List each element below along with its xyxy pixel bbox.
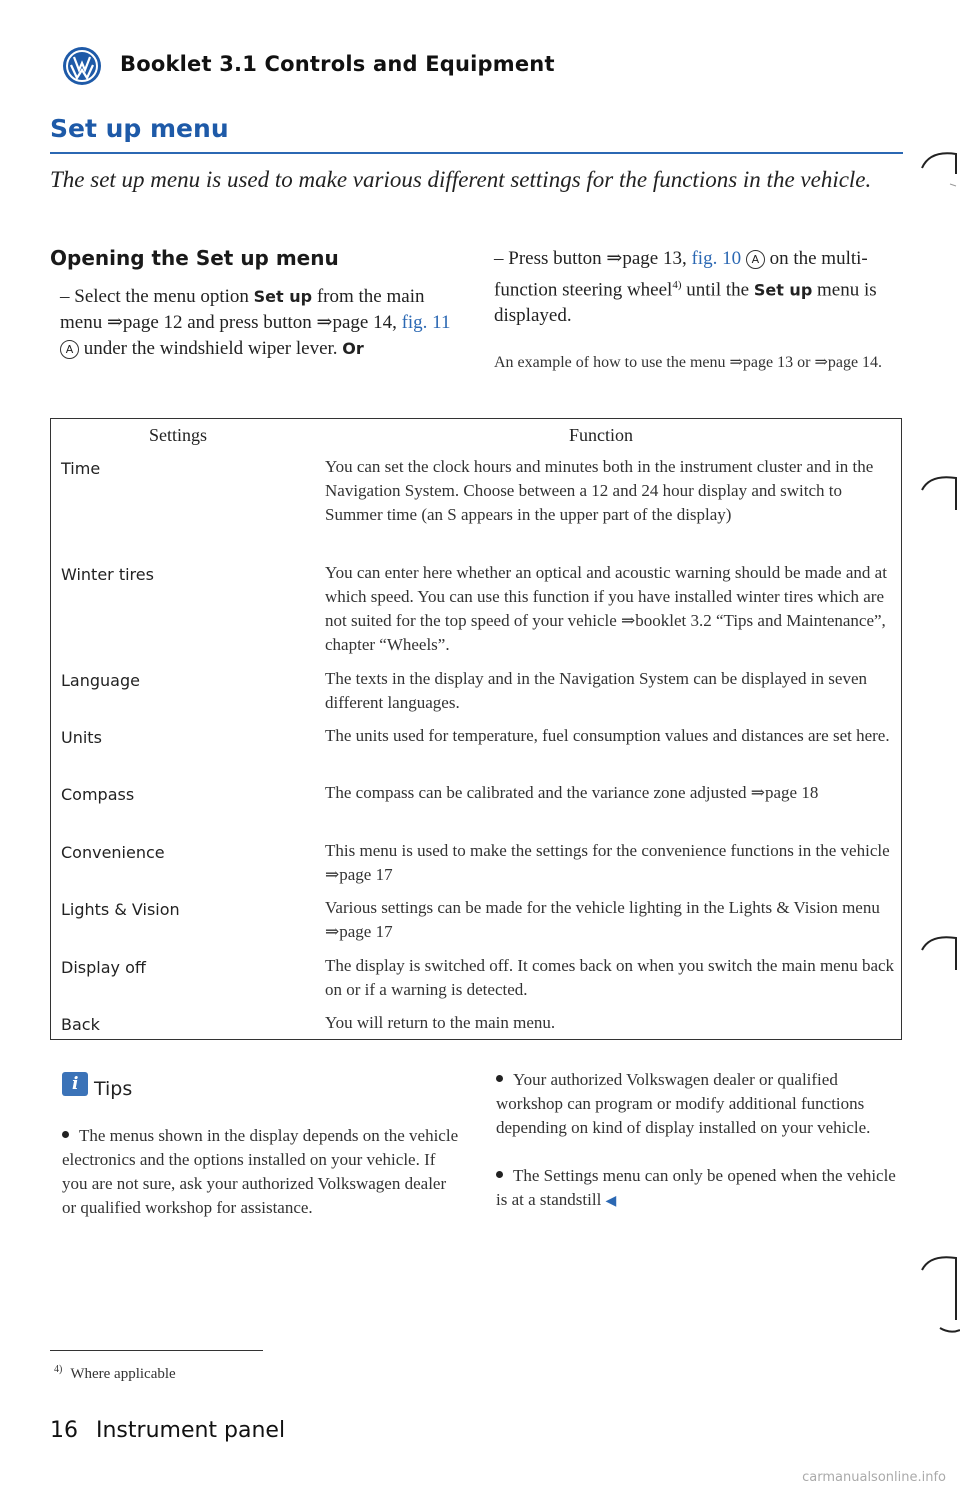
footnote-divider (50, 1350, 263, 1351)
page-curl-icon (910, 1250, 960, 1350)
booklet-title: Booklet 3.1 Controls and Equipment (120, 52, 555, 76)
step-press-button: – Press button ⇒page 13, fig. 10 A on the multi-function steering wheel$^{4)}$ until the Set up menu is displayed. (494, 248, 877, 327)
function-language: The texts in the display and in the Navigation System can be displayed in seven different languages. (325, 669, 867, 712)
fig-link[interactable]: fig. 10 (691, 248, 742, 269)
or-label: Or (342, 339, 364, 358)
vw-logo-icon (62, 46, 102, 86)
setting-units: Units (61, 728, 102, 747)
function-back: You will return to the main menu. (325, 1013, 556, 1032)
fig-link[interactable]: fig. 11 (401, 312, 451, 333)
info-icon: i (62, 1072, 88, 1096)
end-marker-icon: ◀ (605, 1194, 617, 1209)
function-winter-tires: You can enter here whether an optical and acoustic warning should be made and at which speed. You can use this function if you have installed winter tires which are not suited for the top speed of your vehicle ⇒booklet 3.2 “Tips and Maintenance”, chapter “Wheels”. (325, 563, 887, 654)
tip-bullet: The menus shown in the display depends on the vehicle electronics and the options installed on your vehicle. If you are not sure, ask your authorized Volkswagen dealer or qualified workshop for assistance. (62, 1126, 459, 1217)
setting-time: Time (61, 459, 101, 478)
intro-text: The set up menu is used to make various different settings for the functions in the vehicle. (50, 167, 872, 192)
page-section-title: Instrument panel (96, 1418, 286, 1443)
step-select-menu: – Select the menu option Set up from the main menu ⇒page 12 and press button ⇒page 14, fig. 11 A under the windshield wiper lever. Or (60, 286, 451, 359)
page-curl-icon (910, 930, 960, 990)
tips-title: Tips (94, 1078, 133, 1100)
menu-example-text: An example of how to use the menu ⇒page 13 or ⇒page 14. (494, 354, 883, 371)
watermark: carmanualsonline.info (802, 1470, 946, 1485)
setting-lights-vision: Lights & Vision (61, 900, 180, 919)
function-compass: The compass can be calibrated and the variance zone adjusted ⇒page 18 (325, 783, 819, 802)
header-function: Function (569, 425, 634, 445)
page-number: 16 (50, 1418, 78, 1443)
page-curl-icon (910, 148, 960, 208)
section-title: Set up menu (50, 114, 229, 143)
opening-heading: Opening the Set up menu (50, 246, 339, 270)
page-curl-icon (910, 470, 960, 530)
function-display-off: The display is switched off. It comes back on when you switch the main menu back on or if a warning is detected. (325, 956, 895, 999)
settings-table (50, 418, 902, 1040)
function-units: The units used for temperature, fuel consumption values and distances are set here. (325, 726, 890, 745)
tip-bullet: Your authorized Volkswagen dealer or qualified workshop can program or modify additional functions depending on kind of display installed on your vehicle. (496, 1070, 871, 1137)
footnote: $^{4)}$ Where applicable (54, 1364, 176, 1382)
header-settings: Settings (149, 425, 208, 445)
section-divider (50, 152, 903, 154)
setting-display-off: Display off (61, 958, 146, 977)
setting-compass: Compass (61, 785, 135, 804)
circled-a-icon: A (746, 250, 765, 269)
menu-name: Set up (253, 287, 313, 306)
setting-back: Back (61, 1015, 100, 1034)
setting-winter-tires: Winter tires (61, 565, 154, 584)
setting-language: Language (61, 671, 140, 690)
menu-name: Set up (753, 280, 813, 300)
function-convenience: This menu is used to make the settings for the convenience functions in the vehicle ⇒page 17 (325, 841, 890, 884)
setting-convenience: Convenience (61, 843, 165, 862)
function-time: You can set the clock hours and minutes both in the instrument cluster and in the Navigation System. Choose between a 12 and 24 hour display and switch to Summer time (an S appears in the upper part of the display) (325, 457, 874, 524)
function-lights-vision: Various settings can be made for the vehicle lighting in the Lights & Vision menu ⇒page 17 (325, 898, 880, 941)
circled-a-icon: A (60, 340, 79, 359)
footnote-marker: 4) (672, 279, 682, 291)
tip-bullet: The Settings menu can only be opened when the vehicle is at a standstill ◀ (496, 1166, 896, 1209)
